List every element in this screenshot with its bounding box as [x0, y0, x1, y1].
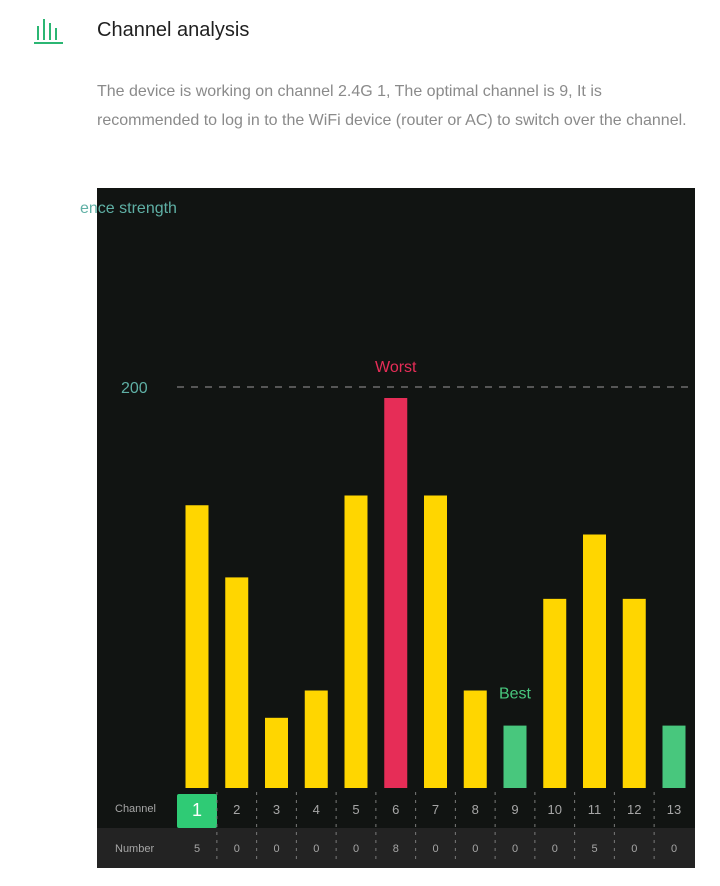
channel-tick-label: 9	[511, 802, 519, 817]
channel-tick-label: 6	[392, 802, 400, 817]
channel-tick-label: 12	[627, 802, 642, 817]
bar-channel-1	[186, 505, 209, 788]
number-value: 0	[432, 843, 439, 855]
bar-channel-12	[623, 599, 646, 788]
channel-chart-svg	[80, 188, 695, 868]
channel-tick-label: 3	[272, 802, 281, 817]
y-tick-label: 200	[121, 380, 148, 397]
bar-channel-3	[265, 718, 288, 788]
header	[0, 0, 720, 64]
number-value: 8	[392, 843, 399, 855]
number-value: 0	[352, 843, 360, 855]
bar-channel-11	[583, 535, 606, 789]
bar-channel-6	[384, 398, 407, 788]
bar-chart-icon	[34, 16, 64, 44]
y-axis-label: ence strength	[80, 200, 177, 217]
number-value: 0	[472, 843, 479, 855]
worst-label: Worst	[375, 359, 417, 376]
number-row-label: Number	[115, 843, 155, 855]
bar-channel-4	[305, 691, 328, 789]
number-value: 5	[193, 843, 201, 855]
bar-channel-7	[424, 496, 447, 789]
channel-row-label: Channel	[115, 803, 156, 815]
number-value: 0	[273, 843, 280, 855]
bar-channel-10	[543, 599, 566, 788]
channel-tick-label: 13	[666, 802, 682, 817]
number-value: 0	[233, 843, 240, 855]
channel-tick-label: 11	[587, 802, 602, 817]
page-title: Channel analysis	[97, 19, 250, 41]
number-value: 5	[591, 843, 598, 855]
channel-tick-label: 10	[547, 802, 562, 817]
best-label: Best	[498, 685, 532, 703]
bar-channel-8	[464, 691, 487, 789]
number-value: 0	[313, 843, 320, 855]
channel-tick-label: 1	[191, 800, 203, 820]
channel-tick-label: 8	[471, 802, 479, 817]
channel-recommendation-text: The device is working on channel 2.4G 1, The optimal channel is 9, It is recommended to log in to the WiFi device (router or AC) to switch over the channel.	[97, 83, 687, 129]
channel-chart	[80, 188, 695, 868]
channel-tick-label: 7	[431, 802, 440, 817]
bar-channel-2	[225, 577, 248, 788]
number-value: 0	[551, 843, 558, 855]
channel-tick-label: 4	[312, 802, 320, 817]
number-value: 0	[670, 843, 678, 855]
channel-tick-label: 5	[352, 802, 360, 817]
number-value: 0	[511, 843, 519, 855]
channel-tick-label: 2	[233, 802, 241, 817]
number-value: 0	[631, 843, 638, 855]
bar-channel-13	[663, 726, 686, 788]
bar-channel-5	[345, 496, 368, 789]
bar-channel-9	[504, 726, 527, 788]
